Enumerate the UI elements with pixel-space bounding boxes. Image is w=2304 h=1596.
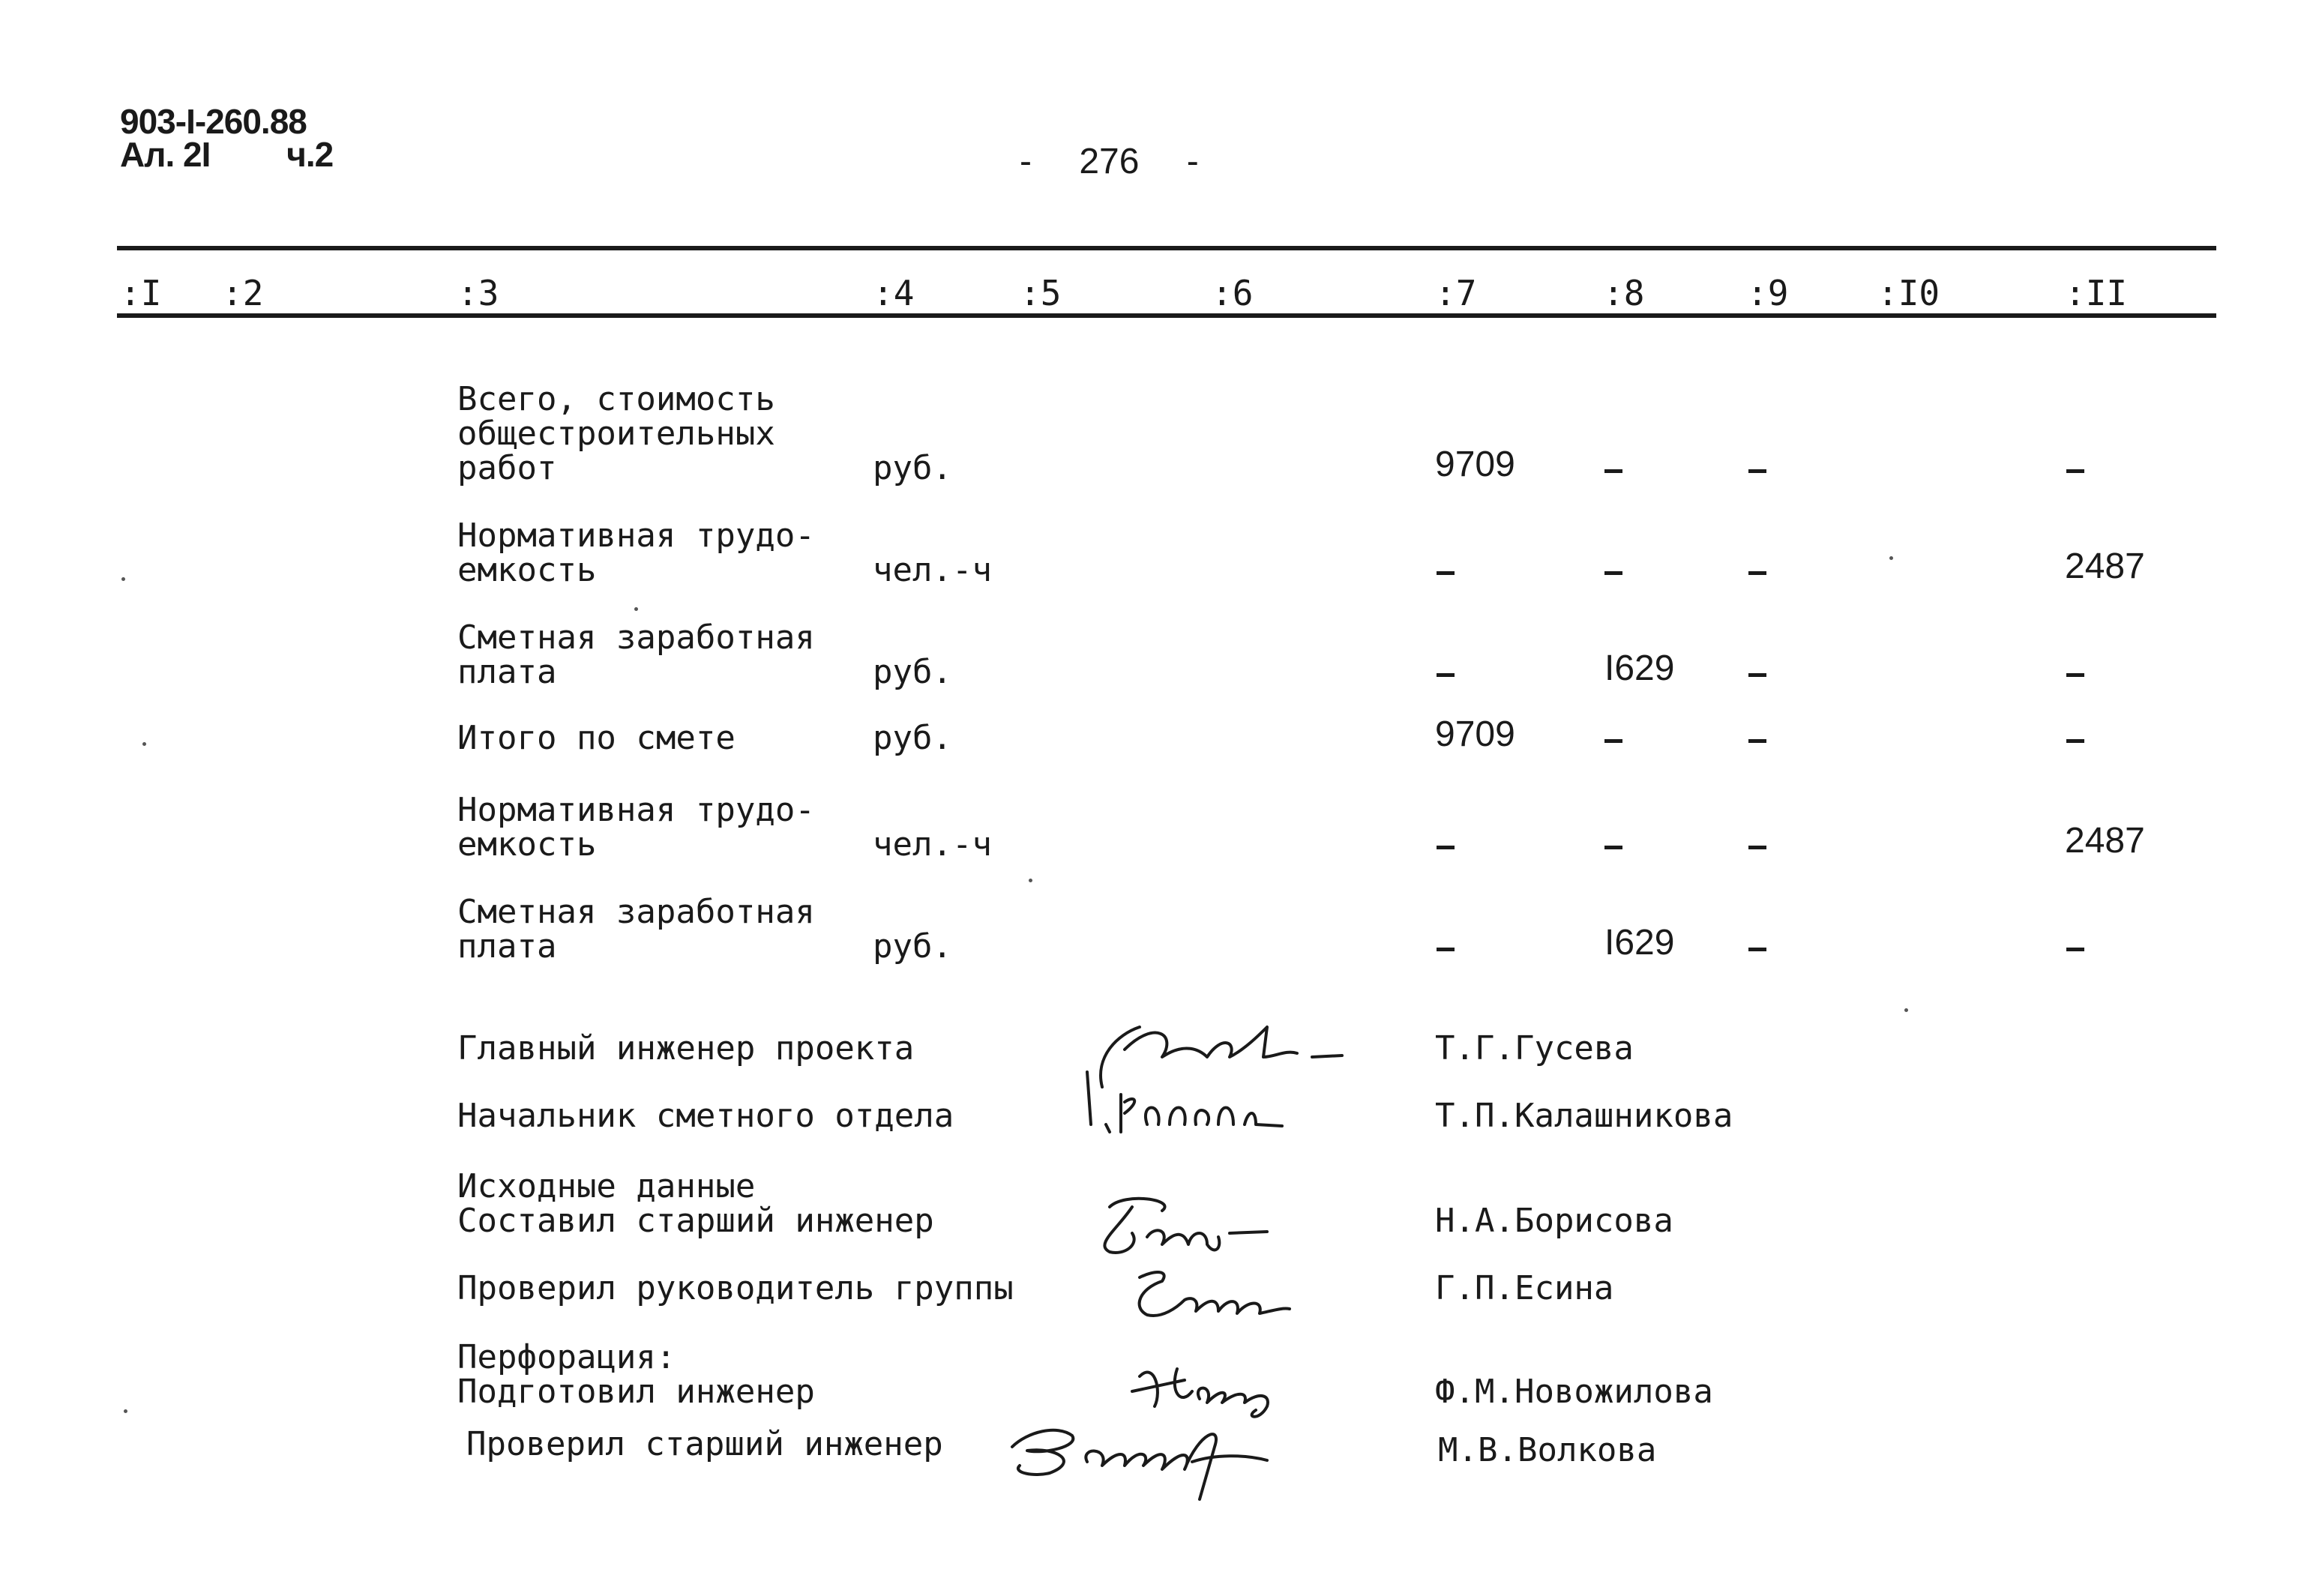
row-1-col8 xyxy=(1604,469,1622,473)
row-3-col8: I629 xyxy=(1604,648,1675,688)
column-header-5: :5 xyxy=(1020,273,1062,313)
signature-4-role: Проверил руководитель группы xyxy=(457,1269,1014,1307)
row-5-col7 xyxy=(1437,846,1455,849)
document-code-line1: 903-I-260.88 xyxy=(120,102,307,141)
row-3-unit: руб. xyxy=(873,653,952,691)
handwritten-signature-6 xyxy=(997,1402,1312,1507)
handwritten-signature-4 xyxy=(1110,1255,1305,1330)
document-sheet xyxy=(120,135,334,174)
scan-speck xyxy=(1904,1008,1908,1012)
column-header-9: :9 xyxy=(1747,273,1789,313)
row-2-col11: 2487 xyxy=(2065,546,2145,586)
signature-5-role: Перфорация: Подготовил инженер xyxy=(457,1338,815,1411)
row-6-col9 xyxy=(1748,948,1766,951)
row-2-col9 xyxy=(1748,571,1766,575)
row-6-unit: руб. xyxy=(873,927,952,966)
row-3-col11 xyxy=(2066,673,2084,677)
row-4-col11 xyxy=(2066,739,2084,743)
column-header-6: :6 xyxy=(1212,273,1254,313)
column-header-3: :3 xyxy=(457,273,499,313)
row-6-label: Сметная заработная плата xyxy=(457,893,815,966)
signature-2-name: Т.П.Калашникова xyxy=(1435,1097,1733,1135)
row-5-label: Нормативная трудо- емкость xyxy=(457,791,815,864)
row-4-unit: руб. xyxy=(873,719,952,757)
part-number: ч.2 xyxy=(286,135,334,174)
column-header-8: :8 xyxy=(1603,273,1645,313)
column-header-10: :I0 xyxy=(1877,273,1940,313)
page-number: - 276 - xyxy=(1020,142,1199,181)
row-1-label: Всего, стоимость общестроительных работ xyxy=(457,380,775,487)
row-1-col11 xyxy=(2066,469,2084,473)
signature-1-role: Главный инженер проекта xyxy=(457,1029,915,1067)
row-1-col7: 9709 xyxy=(1435,445,1515,484)
column-header-1: :I xyxy=(120,273,162,313)
signature-6-role: Проверил старший инженер xyxy=(466,1425,943,1463)
column-header-7: :7 xyxy=(1435,273,1477,313)
scan-speck xyxy=(1029,879,1032,882)
row-5-col11: 2487 xyxy=(2065,821,2145,861)
row-4-label: Итого по смете xyxy=(457,719,736,757)
row-4-col8 xyxy=(1604,739,1622,743)
header-bottom-rule xyxy=(117,313,2216,318)
row-5-col8 xyxy=(1604,846,1622,849)
scan-speck xyxy=(124,1409,127,1413)
row-5-col9 xyxy=(1748,846,1766,849)
handwritten-signature-2 xyxy=(1065,1057,1305,1147)
signature-2-role: Начальник сметного отдела xyxy=(457,1097,954,1135)
sheet-number: Ал. 2I xyxy=(120,135,211,174)
signature-4-name: Г.П.Есина xyxy=(1435,1269,1614,1307)
row-3-col9 xyxy=(1748,673,1766,677)
row-6-col11 xyxy=(2066,948,2084,951)
row-1-col9 xyxy=(1748,469,1766,473)
signature-1-name: Т.Г.Гусева xyxy=(1435,1029,1634,1067)
row-5-unit: чел.-ч xyxy=(873,825,992,864)
row-6-col7 xyxy=(1437,948,1455,951)
document-code xyxy=(120,102,307,141)
scan-speck xyxy=(142,742,146,746)
row-2-label: Нормативная трудо- емкость xyxy=(457,517,815,589)
signature-3-name: Н.А.Борисова xyxy=(1435,1202,1673,1240)
signature-5-name: Ф.М.Новожилова xyxy=(1435,1373,1713,1411)
row-6-col8: I629 xyxy=(1604,923,1675,963)
row-4-col9 xyxy=(1748,739,1766,743)
column-header-4: :4 xyxy=(873,273,915,313)
row-3-col7 xyxy=(1437,673,1455,677)
scan-speck xyxy=(1889,556,1893,560)
top-rule xyxy=(117,246,2216,250)
scan-speck xyxy=(121,577,125,581)
row-3-label: Сметная заработная плата xyxy=(457,618,815,691)
row-2-unit: чел.-ч xyxy=(873,551,992,589)
column-header-2: :2 xyxy=(222,273,264,313)
row-2-col8 xyxy=(1604,571,1622,575)
row-1-unit: руб. xyxy=(873,449,952,487)
signature-6-name: М.В.Волкова xyxy=(1438,1431,1657,1469)
scan-speck xyxy=(634,607,638,611)
column-header-11: :II xyxy=(2065,273,2128,313)
signature-3-role: Исходные данные Составил старший инженер xyxy=(457,1167,934,1240)
row-4-col7: 9709 xyxy=(1435,714,1515,754)
row-2-col7 xyxy=(1437,571,1455,575)
